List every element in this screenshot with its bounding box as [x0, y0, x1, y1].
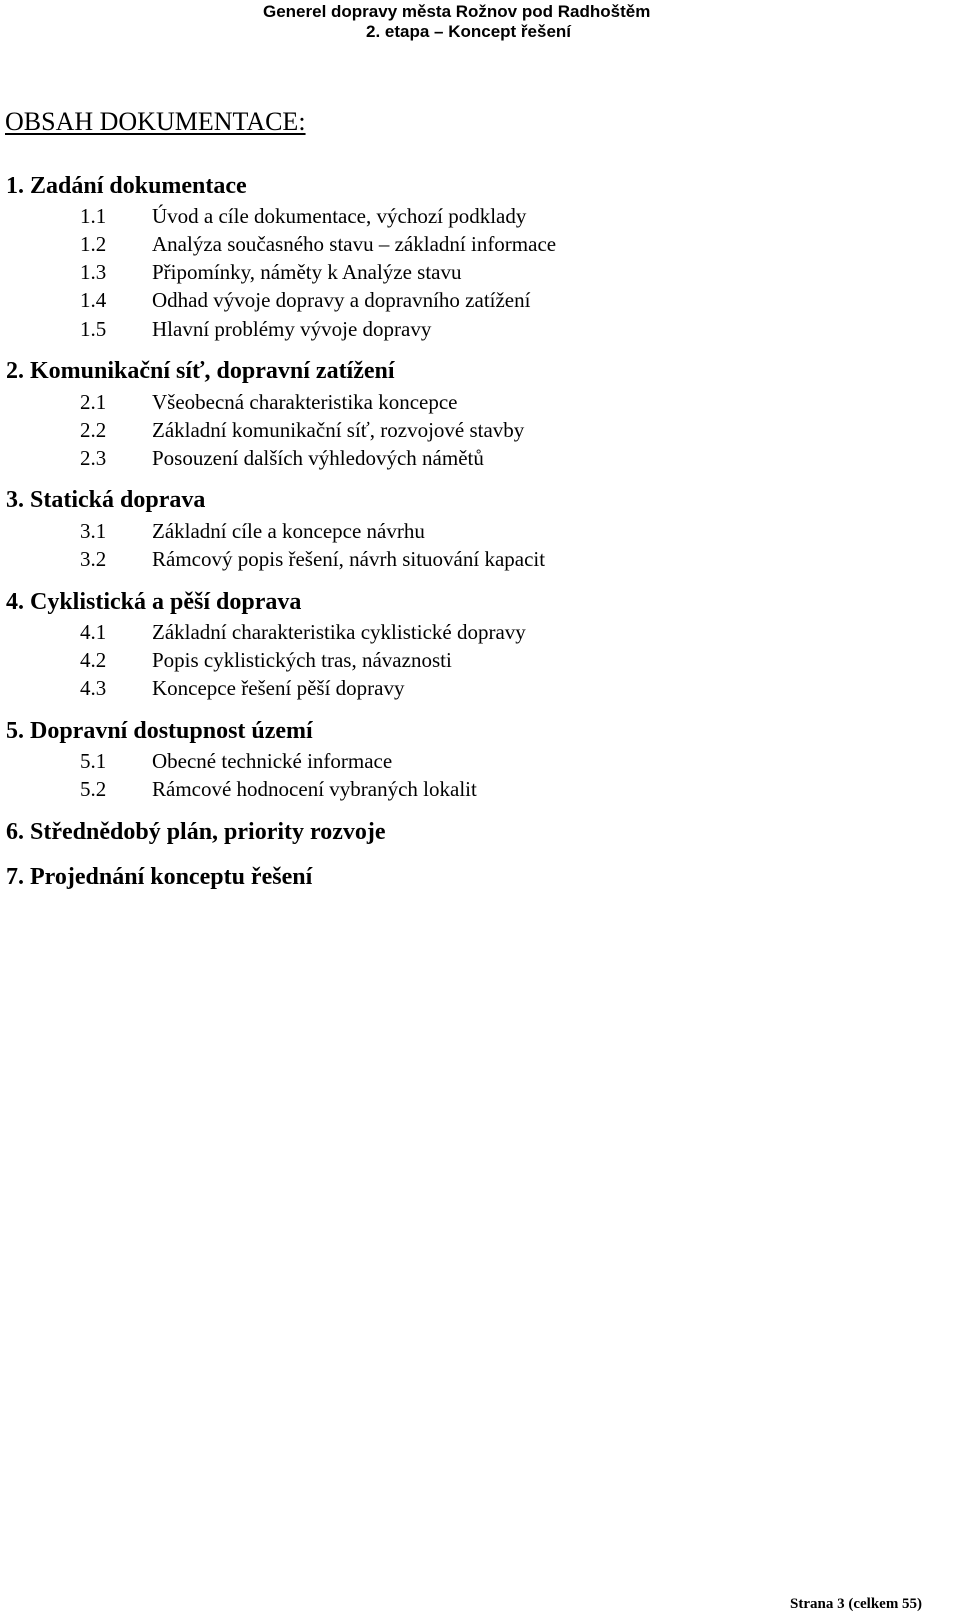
toc-item-4-2	[80, 647, 452, 673]
toc-item-1-4	[80, 287, 530, 313]
toc-item-3-1	[80, 518, 425, 544]
toc-item-2-2	[80, 417, 524, 443]
header-stage-title: 2. etapa – Koncept řešení	[366, 22, 572, 41]
toc-item-5-2	[80, 776, 477, 802]
toc-item-label: Odhad vývoje dopravy a dopravního zatížení	[152, 288, 531, 312]
toc-item-label: Základní cíle a koncepce návrhu	[152, 519, 425, 543]
toc-item-number: 1.3	[80, 260, 107, 284]
toc-item-label: Analýza současného stavu – základní informace	[152, 232, 557, 256]
toc-item-label: Rámcový popis řešení, návrh situování kapacit	[152, 547, 546, 571]
toc-item-5-1	[80, 748, 392, 774]
toc-item-label: Obecné technické informace	[152, 749, 393, 773]
toc-item-2-1	[80, 389, 458, 415]
toc-item-number: 1.5	[80, 317, 107, 341]
toc-item-number: 4.2	[80, 648, 107, 672]
toc-item-1-5	[80, 316, 431, 342]
toc-item-number: 2.3	[80, 446, 107, 470]
toc-title: OBSAH DOKUMENTACE:	[5, 107, 306, 136]
toc-item-number: 3.1	[80, 519, 107, 543]
toc-section-7: 7. Projednání konceptu řešení	[6, 864, 313, 890]
toc-item-number: 1.2	[80, 232, 107, 256]
toc-item-number: 5.1	[80, 749, 107, 773]
toc-item-number: 1.1	[80, 204, 107, 228]
toc-section-2: 2. Komunikační síť, dopravní zatížení	[6, 358, 395, 384]
toc-item-4-3	[80, 675, 404, 701]
toc-item-number: 5.2	[80, 777, 107, 801]
toc-item-number: 2.2	[80, 418, 107, 442]
header-document-title: Generel dopravy města Rožnov pod Radhoštěm	[263, 2, 651, 21]
toc-item-3-2	[80, 546, 545, 572]
toc-item-2-3	[80, 445, 484, 471]
toc-item-number: 4.1	[80, 620, 107, 644]
toc-section-5: 5. Dopravní dostupnost území	[6, 718, 313, 744]
toc-item-label: Úvod a cíle dokumentace, výchozí podklady	[152, 204, 527, 228]
toc-item-label: Hlavní problémy vývoje dopravy	[152, 317, 432, 341]
toc-item-label: Popis cyklistických tras, návaznosti	[152, 648, 452, 672]
toc-item-label: Základní charakteristika cyklistické dopravy	[152, 620, 526, 644]
toc-item-number: 1.4	[80, 288, 107, 312]
toc-section-3: 3. Statická doprava	[6, 487, 206, 513]
toc-item-label: Připomínky, náměty k Analýze stavu	[152, 260, 462, 284]
toc-section-6: 6. Střednědobý plán, priority rozvoje	[6, 819, 386, 845]
toc-item-label: Koncepce řešení pěší dopravy	[152, 676, 405, 700]
toc-item-label: Všeobecná charakteristika koncepce	[152, 390, 458, 414]
toc-item-1-1	[80, 203, 526, 229]
toc-section-4: 4. Cyklistická a pěší doprava	[6, 589, 302, 615]
page-footer-number: Strana 3 (celkem 55)	[790, 1596, 923, 1612]
toc-item-1-3	[80, 259, 462, 285]
toc-item-label: Posouzení dalších výhledových námětů	[152, 446, 484, 470]
toc-item-1-2	[80, 231, 556, 257]
toc-item-4-1	[80, 619, 526, 645]
toc-item-label: Základní komunikační síť, rozvojové stavby	[152, 418, 525, 442]
toc-item-number: 4.3	[80, 676, 107, 700]
toc-item-number: 3.2	[80, 547, 107, 571]
toc-item-number: 2.1	[80, 390, 107, 414]
toc-section-1: 1. Zadání dokumentace	[6, 173, 247, 199]
toc-item-label: Rámcové hodnocení vybraných lokalit	[152, 777, 477, 801]
